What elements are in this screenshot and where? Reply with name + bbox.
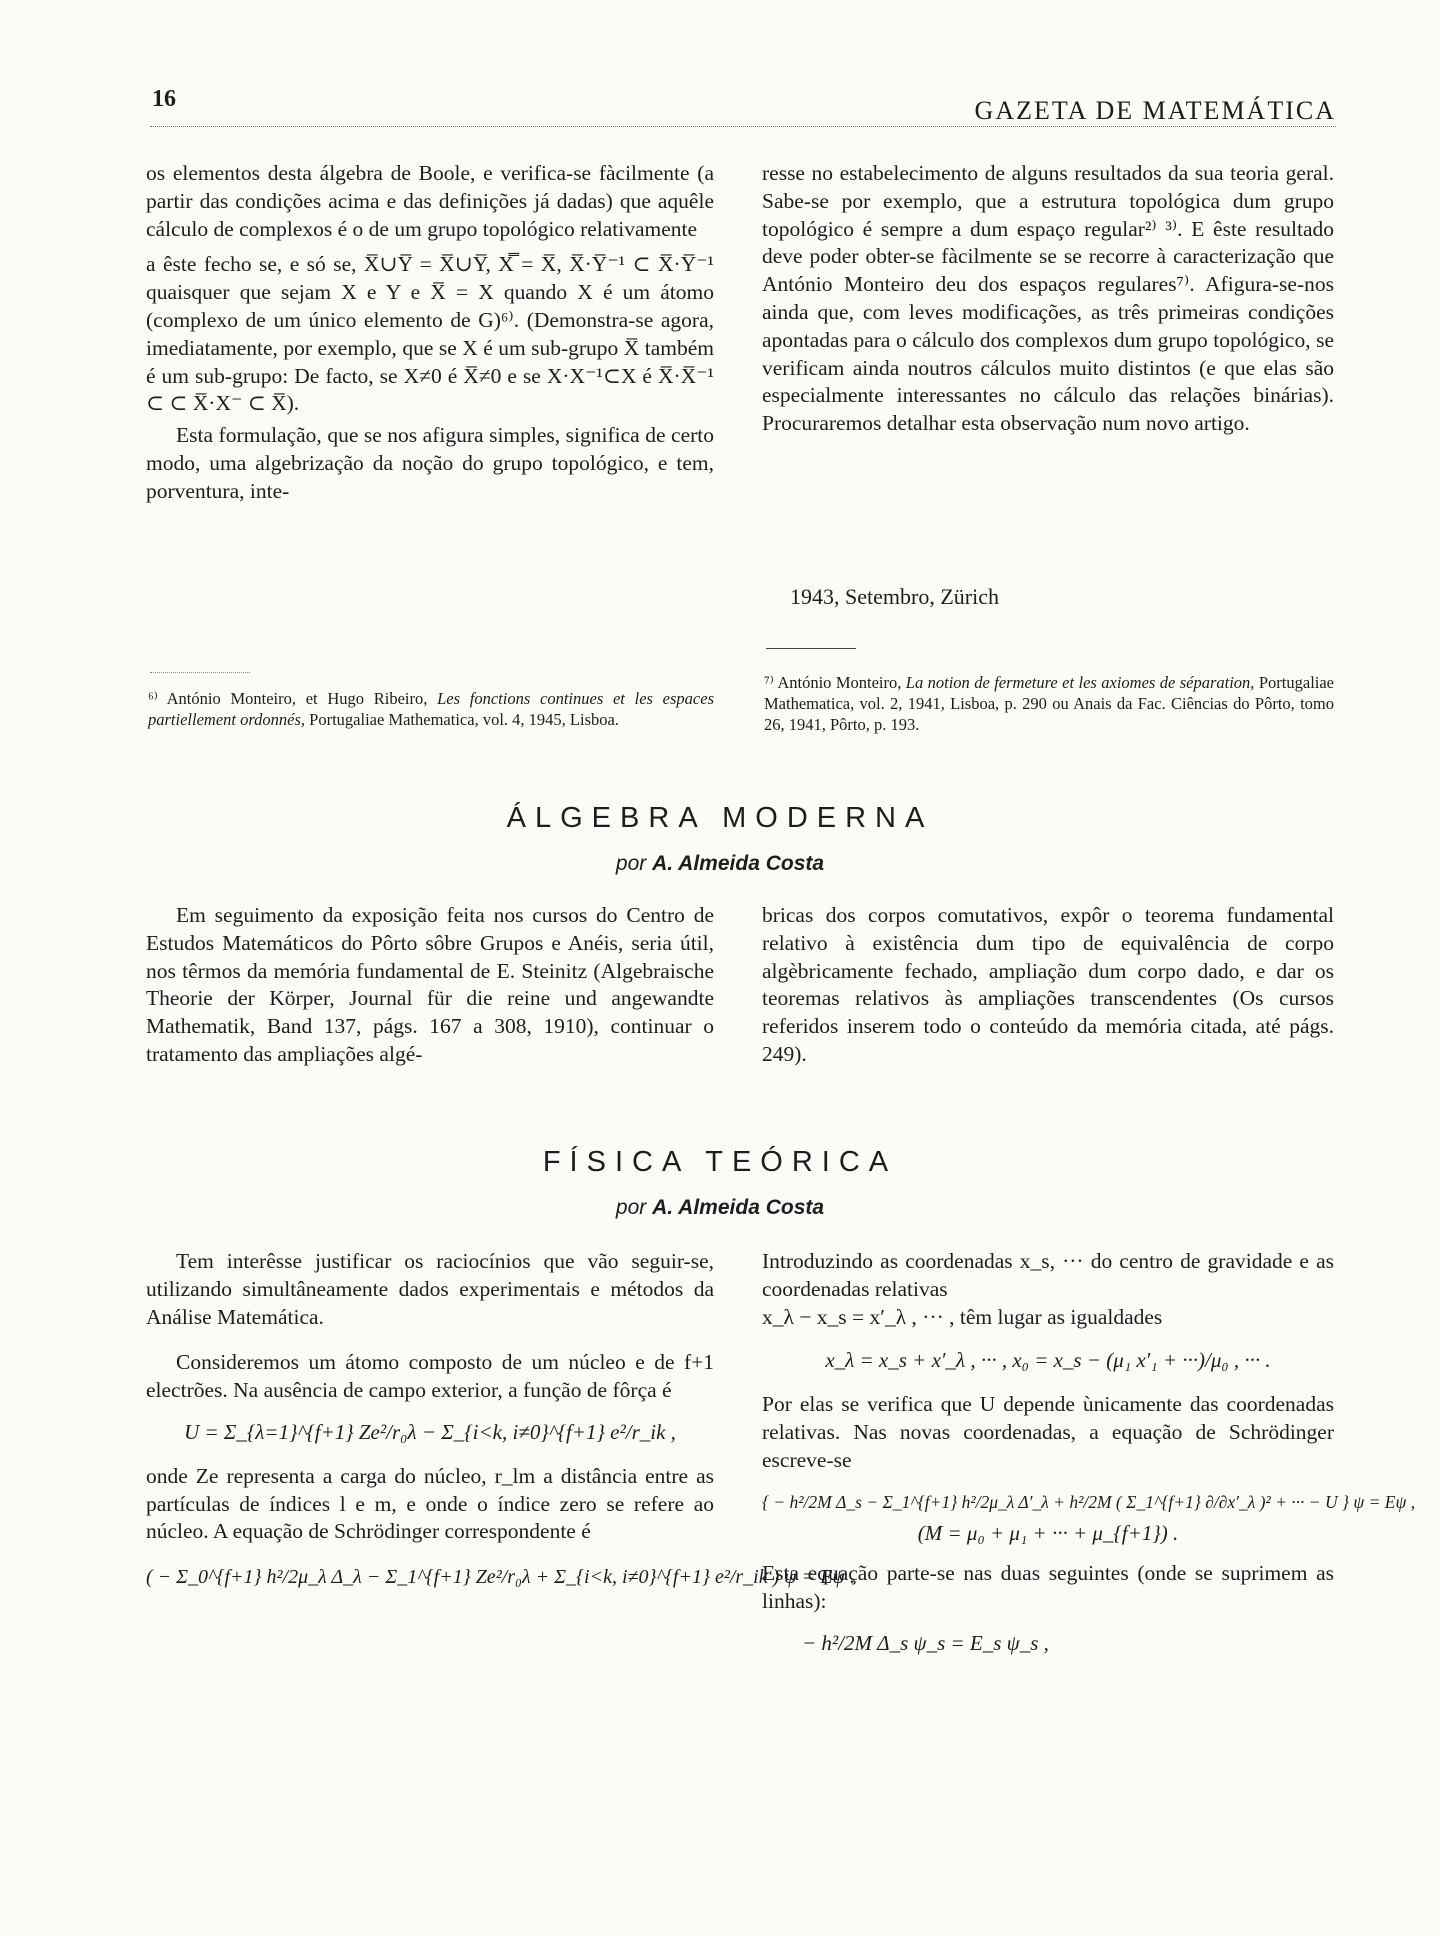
section-title-algebra: ÁLGEBRA MODERNA [506, 802, 934, 834]
equation-force-function: U = Σ_{λ=1}^{f+1} Ze²/r₀λ − Σ_{i<k, i≠0}^{f+1} e²/r_ik , [184, 1419, 676, 1444]
footnote-6-title: Les fonctions continues et les espaces partiellement ordonnés, [148, 689, 714, 729]
fisica-left-column [146, 1248, 855, 1610]
fisica-right-paragraph-1: Introduzindo as coordenadas x_s, ··· do centro de gravidade e as coordenadas relativas [762, 1249, 1334, 1301]
equation-relative-coordinates: x_λ = x_s + x′_λ , ··· , x₀ = x_s − (μ₁ x′₁ + ···)/μ₀ , ··· . [825, 1348, 1271, 1373]
byline-fisica [0, 1196, 1440, 1220]
equation-schrodinger: ( − Σ_0^{f+1} h²/2μ_λ Δ_λ − Σ_1^{f+1} Ze²/r₀λ + Σ_{i<k, i≠0}^{f+1} e²/r_ik ) ψ = Eψ . [146, 1566, 855, 1589]
page-number: 16 [152, 86, 176, 112]
footnote-7-rest: Portugaliae Mathematica, vol. 2, 1941, Lisboa, p. 290 ou Anais da Fac. Ciências do Pôrto, tomo 26, 1941, Pôrto, p. 193. [764, 673, 1335, 734]
equation-total-mass: (M = μ₀ + μ₁ + ··· + μ_{f+1}) . [917, 1521, 1179, 1546]
equation-schrodinger-new-coordinates: { − h²/2M Δ_s − Σ_1^{f+1} h²/2μ_λ Δ′_λ + h²/2M ( Σ_1^{f+1} ∂/∂x′_λ )² + ··· − U } ψ = Eψ , [762, 1491, 1416, 1512]
fisica-left-paragraph-3: onde Ze representa a carga do núcleo, r_lm a distância entre as partículas de índices l e m, e onde o índice zero se refere ao núcleo. A equação de Schrödinger correspondente é [146, 1463, 714, 1544]
top-right-paragraph-1: resse no estabelecimento de alguns resultados da sua teoria geral. Sabe-se por exemplo, que a estrutura topológica dum grupo topológico é sempre a dum espaço regular²⁾ ³⁾. E êste resultado deve poder obter-se fàcilmente se se recorre à caracterização que António Monteiro deu dos espaços regulares⁷⁾. Afigura-se-nos ainda que, com leves modificações, as três primeiras condições apontadas para o cálculo dos complexos dum grupo topológico, se verificam ainda noutros cálculos muito distintos (e que elas são especialmente interessantes no cálculo das relações binárias). Procuraremos detalhar esta observação num novo artigo. [762, 161, 1334, 436]
fisica-right-paragraph-2: Por elas se verifica que U depende ùnicamente das coordenadas relativas. Nas novas coordenadas, a equação de Schrödinger escreve-se [762, 1392, 1334, 1472]
footnote-6-authors: António Monteiro, et Hugo Ribeiro, [166, 689, 428, 708]
byline-algebra-author: A. Almeida Costa [652, 852, 825, 875]
equation-center-of-mass: − h²/2M Δ_s ψ_s = E_s ψ_s , [802, 1630, 1049, 1655]
footnote-7-authors: António Monteiro, [777, 673, 902, 692]
top-right-column [762, 160, 1334, 438]
byline-algebra [0, 852, 1440, 876]
fisica-right-column [762, 1248, 1416, 1672]
fisica-right-paragraph-3: Esta equação parte-se nas duas seguintes (onde se suprimem as linhas): [762, 1561, 1334, 1613]
algebra-right-paragraph: bricas dos corpos comutativos, expôr o teorema fundamental relativo à existência dum tipo de equivalência de corpo algèbricamente fechado, ampliação dum corpo dado, e dar os teoremas relativos às ampliações transcendentes (Os cursos referidos inserem todo o conteúdo da memória citada, até págs. 249). [762, 903, 1334, 1066]
footnote-7-title: La notion de fermeture et les axiomes de séparation, [905, 673, 1255, 692]
algebra-left-column [146, 902, 714, 1069]
footnote-7-marker: ⁷⁾ [764, 673, 774, 692]
footnote-6-marker: ⁶⁾ [148, 689, 158, 708]
byline-fisica-author: A. Almeida Costa [652, 1196, 825, 1219]
footnote-separator-right [766, 648, 856, 649]
algebra-right-column [762, 902, 1334, 1069]
running-head [150, 86, 1336, 127]
top-left-paragraph-2: a êste fecho se, e só se, X̅∪Y̅ = X̅∪Y̅, X̿ = X̅, X̅·Y̅⁻¹ ⊂ X̅·Y̅⁻¹ quaisquer que sejam X e Y e X̅ = X quando X é um átomo (complexo de um único elemento de G)⁶⁾. (Demonstra-se agora, imediatamente, por exemplo, que se X é um sub-grupo X̅ também é um sub-grupo: De facto, se X≠0 é X̅≠0 e se X·X⁻¹⊂X é X̅·X̅⁻¹ ⊂ ⊂ X̅·X⁻ ⊂ X̅). [146, 252, 714, 416]
byline-algebra-por: por [615, 852, 647, 875]
algebra-left-paragraph: Em seguimento da exposição feita nos cursos do Centro de Estudos Matemáticos do Pôrto sôbre Grupos e Anéis, seria útil, nos têrmos da memória fundamental de E. Steinitz (Algebraische Theorie der Körper, Journal für die reine und angewandte Mathematik, Band 137, págs. 167 a 308, 1910), continuar o tratamento das ampliações algé- [146, 903, 714, 1066]
footnote-separator-left [150, 672, 250, 673]
footnote-6 [148, 688, 714, 730]
fisica-right-paragraph-1b: x_λ − x_s = x′_λ , ··· , têm lugar as igualdades [762, 1304, 1163, 1329]
top-left-paragraph-3: Esta formulação, que se nos afigura simples, significa de certo modo, uma algebrização da noção do grupo topológico, e tem, porventura, inte- [146, 423, 714, 503]
footnote-7 [764, 672, 1334, 735]
fisica-left-paragraph-1: Tem interêsse justificar os raciocínios que vão seguir-se, utilizando simultâneamente dados experimentais e métodos da Análise Matemática. [146, 1249, 714, 1329]
fisica-left-paragraph-2: Consideremos um átomo composto de um núcleo e de f+1 electrões. Na ausência de campo exterior, a função de fôrça é [146, 1350, 714, 1403]
journal-title: GAZETA DE MATEMÁTICA [974, 96, 1336, 125]
byline-fisica-por: por [615, 1196, 647, 1219]
article-date: 1943, Setembro, Zürich [790, 584, 999, 609]
footnote-6-rest: Portugaliae Mathematica, vol. 4, 1945, Lisboa. [309, 710, 619, 729]
section-title-fisica: FÍSICA TEÓRICA [542, 1146, 898, 1178]
top-left-paragraph-1: os elementos desta álgebra de Boole, e verifica-se fàcilmente (a partir das condições acima e das definições já dadas) que aquêle cálculo de complexos é o de um grupo topológico relativamente [146, 161, 714, 241]
top-left-column [146, 160, 714, 506]
